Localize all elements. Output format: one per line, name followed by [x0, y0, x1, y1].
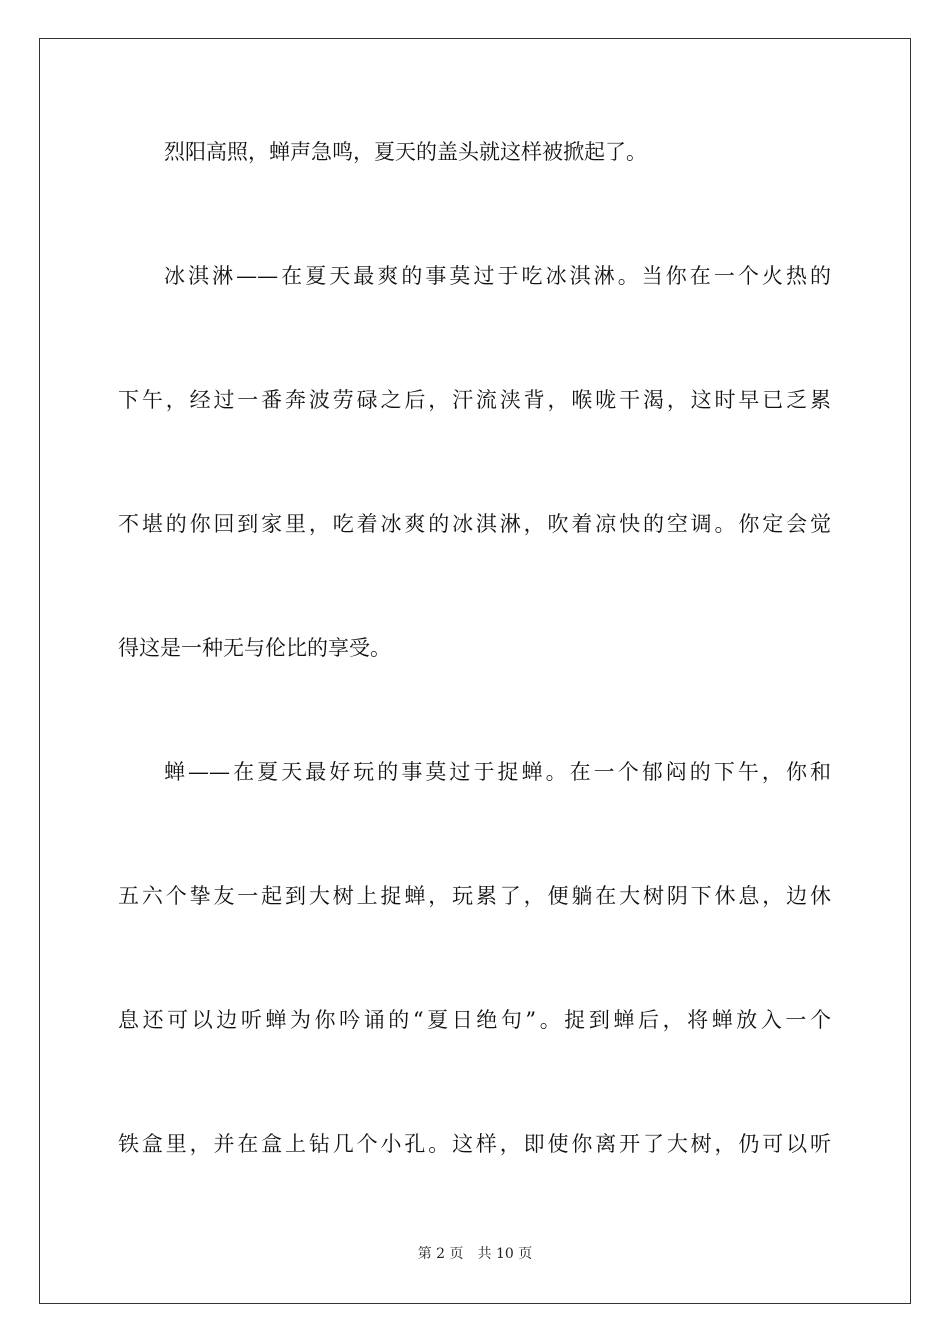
- page-frame: [39, 38, 911, 1304]
- paragraph-line: 烈阳高照，蝉声急鸣，夏天的盖头就这样被掀起了。: [164, 140, 647, 164]
- paragraph-line: 息还可以边听蝉为你吟诵的“夏日绝句”。捉到蝉后，将蝉放入一个: [118, 1008, 831, 1032]
- paragraph-line: 冰淇淋——在夏天最爽的事莫过于吃冰淇淋。当你在一个火热的: [164, 264, 831, 288]
- paragraph-line: 蝉——在夏天最好玩的事莫过于捉蝉。在一个郁闷的下午，你和: [164, 760, 831, 784]
- paragraph-line: 五六个挚友一起到大树上捉蝉，玩累了，便躺在大树阴下休息，边休: [118, 884, 831, 908]
- page-footer: [0, 1245, 950, 1263]
- paragraph-line: 下午，经过一番奔波劳碌之后，汗流浃背，喉咙干渴，这时早已乏累: [118, 388, 831, 412]
- paragraph-line: 得这是一种无与伦比的享受。: [118, 636, 391, 660]
- paragraph-line: 不堪的你回到家里，吃着冰爽的冰淇淋，吹着凉快的空调。你定会觉: [118, 512, 831, 536]
- page-number: 第 2 页: [417, 1246, 464, 1262]
- page-total: 共 10 页: [477, 1246, 533, 1262]
- paragraph-line: 铁盒里，并在盒上钻几个小孔。这样，即使你离开了大树，仍可以听: [118, 1132, 831, 1156]
